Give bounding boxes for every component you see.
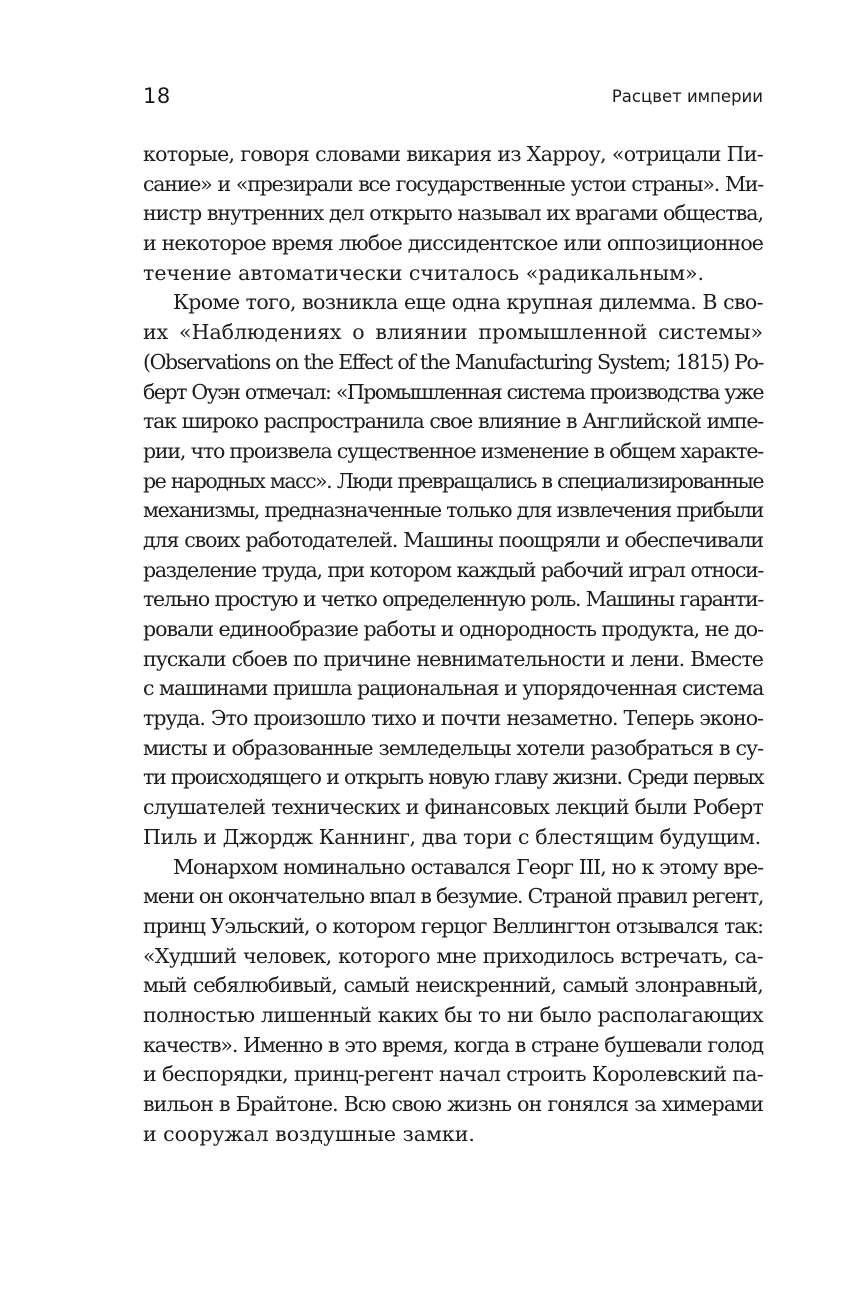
running-head: Расцвет империи [611,87,763,106]
page-number: 18 [143,84,171,108]
text-line: нистр внутренних дел открыто называл их врагами общества, [143,201,763,226]
text-line: труда. Это произошло тихо и почти незаметно. Теперь эконо- [143,706,763,731]
body-text [143,140,763,1149]
paragraph-first-line: Монархом номинально оставался Георг III, но к этому вре- [173,854,763,879]
text-line: для своих работодателей. Машины поощряли и обеспечивали [143,527,763,552]
text-line: мисты и образованные земледельцы хотели разобраться в су- [143,735,763,760]
text-line: и сооружал воздушные замки. [143,1121,475,1146]
paragraph-first-line: Кроме того, возникла еще одна крупная дилемма. В сво- [173,290,763,315]
text-line: их «Наблюдениях о влиянии промышленной системы» [143,320,763,345]
text-line: ровали единообразие работы и однородность продукта, не до- [143,617,763,641]
text-line: качеств». Именно в это время, когда в стране бушевали голод [143,1032,763,1057]
page-header [143,84,763,112]
text-line: так широко распространила свое влияние в Английской импе- [143,409,763,434]
text-line: ти происходящего и открыть новую главу жизни. Среди первых [143,765,763,790]
text-line: рии, что произвела существенное изменение в общем характе- [143,438,764,463]
text-line: мый себялюбивый, самый неискренний, самый злонравный, [143,973,763,998]
text-line: принц Уэльский, о котором герцог Веллингтон отзывался так: [143,913,763,938]
text-line: «Худший человек, которого мне приходилось встречать, са- [143,943,763,968]
text-line: (Observations on the Effect of the Manufacturing System; 1815) Ро- [143,349,763,374]
text-line: сание» и «презирали все государственные устои страны». Ми- [143,171,763,196]
text-line: с машинами пришла рациональная и упорядоченная система [143,676,764,701]
text-line: и некоторое время любое диссидентское или оппозиционное [143,231,763,256]
text-line: берт Оуэн отмечал: «Промышленная система производства уже [143,379,763,404]
text-line: и беспорядки, принц-регент начал строить Королевский па- [143,1062,763,1087]
text-line: ре народных масс». Люди превращались в специализированные [143,468,763,493]
text-line: тельно простую и четко определенную роль. Машины гаранти- [143,587,763,612]
text-line: течение автоматически считалось «радикальным». [143,260,705,285]
text-line: вильон в Брайтоне. Всю свою жизнь он гонялся за химерами [143,1092,763,1116]
text-line: пускали сбоев по причине невнимательности и лени. Вместе [143,646,763,671]
text-line: слушателей технических и финансовых лекций были Роберт [143,795,763,820]
text-line: разделение труда, при котором каждый рабочий играл относи- [143,557,763,582]
text-line: механизмы, предназначенные только для извлечения прибыли [143,498,763,523]
text-line: мени он окончательно впал в безумие. Страной правил регент, [143,884,764,909]
text-line: Пиль и Джордж Каннинг, два тори с блестящим будущим. [143,824,761,849]
text-line: которые, говоря словами викария из Харроу, «отрицали Пи- [143,142,763,166]
text-line: полностью лишенный каких бы то ни было располагающих [143,1002,763,1027]
